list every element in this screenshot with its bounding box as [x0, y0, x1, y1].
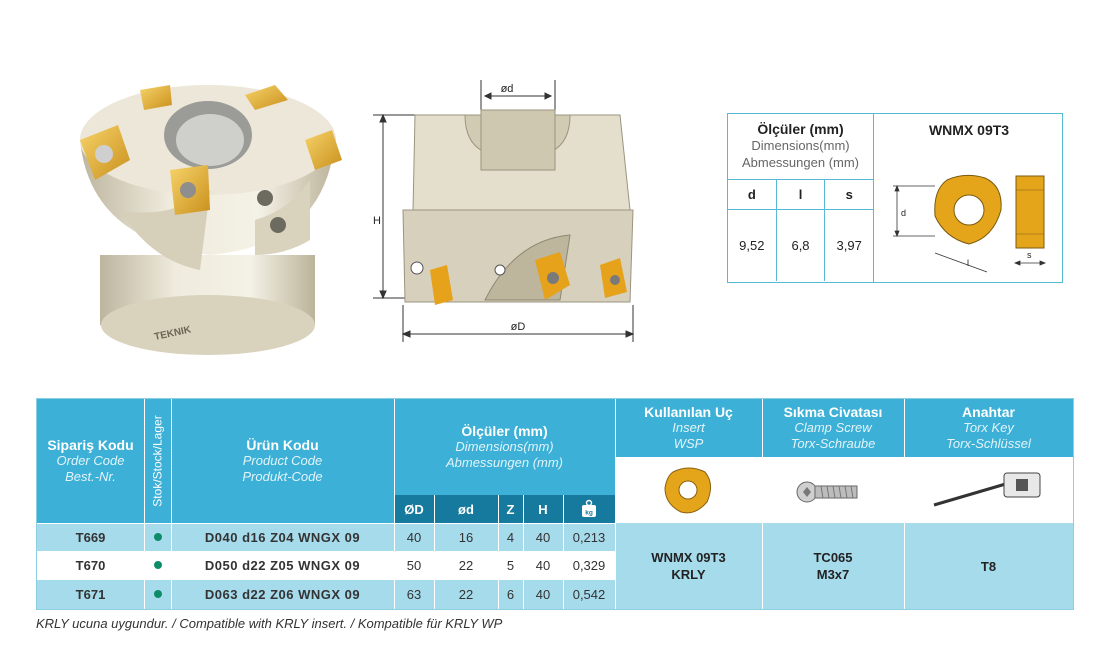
stock-cell: [144, 551, 171, 579]
header-dimensions-de: Abmessungen (mm): [445, 455, 564, 470]
spec-col-s: s: [845, 187, 853, 202]
header-torx-key-tr: Anahtar: [962, 404, 1015, 420]
product-code-cell: D050 d22 Z05 WNGX 09: [171, 551, 394, 579]
height-cell: 40: [523, 551, 563, 579]
weight-cell: 0,213: [563, 523, 615, 551]
stock-indicator: [154, 590, 162, 598]
weight-cell: 0,542: [563, 579, 615, 609]
stock-cell: [144, 523, 171, 551]
header-insert-tr: Kullanılan Uç: [644, 404, 733, 420]
col-height: H: [523, 495, 563, 523]
torx-key-icon: [924, 465, 1054, 515]
teeth-cell: 4: [498, 523, 523, 551]
screw-value-line1: TC065: [813, 550, 853, 565]
bore-diameter-cell: 16: [434, 523, 498, 551]
brand-label: TEKNIK: [153, 324, 193, 343]
insert-title: WNMX 09T3: [928, 122, 1010, 138]
milling-cutter-photo: [60, 70, 350, 370]
weight-cell: 0,329: [563, 551, 615, 579]
insert-label-d: d: [901, 208, 907, 218]
order-code-cell: T669: [37, 523, 144, 551]
divider: [144, 399, 145, 609]
header-product-code-de: Produkt-Code: [242, 469, 323, 484]
col-teeth: Z: [498, 495, 523, 523]
divider: [37, 523, 615, 524]
spec-value-l: 6,8: [777, 210, 826, 281]
insert-label-l: l: [967, 258, 969, 268]
spec-header: [728, 114, 873, 180]
divider: [434, 495, 435, 609]
divider: [37, 579, 615, 580]
weight-icon: [579, 499, 599, 519]
spec-value-s: 3,97: [836, 238, 862, 253]
product-code-cell: D063 d22 Z06 WNGX 09: [171, 579, 394, 609]
header-insert: [615, 399, 762, 457]
insert-spec-box: [727, 113, 1063, 283]
label-large-diameter: øD: [510, 321, 526, 333]
insert-value-line2: KRLY: [671, 567, 706, 582]
product-code-cell: D040 d16 Z04 WNGX 09: [171, 523, 394, 551]
insert-value-cell: [615, 523, 762, 609]
insert-image: [615, 457, 762, 523]
height-cell: 40: [523, 523, 563, 551]
outer-diameter-cell: 40: [394, 523, 434, 551]
insert-diagram: [875, 138, 1063, 278]
header-clamp-screw: [762, 399, 904, 457]
technical-drawing: [365, 80, 650, 350]
insert-value-line1: WNMX 09T3: [651, 550, 726, 565]
divider: [498, 495, 499, 609]
col-outer-diameter: ØD: [394, 495, 434, 523]
divider: [563, 495, 564, 609]
divider: [394, 399, 395, 609]
header-insert-en: Insert: [672, 420, 705, 435]
outer-diameter-cell: 63: [394, 579, 434, 609]
header-dimensions-en: Dimensions(mm): [455, 439, 554, 454]
spec-title-de: Abmessungen (mm): [741, 155, 860, 170]
header-product-code: [171, 399, 394, 523]
footnote: KRLY ucuna uygundur. / Compatible with KRLY insert. / Kompatible für KRLY WP: [36, 616, 503, 631]
spec-col-l: l: [777, 180, 826, 209]
spec-dimensions: [728, 114, 874, 282]
insert-label-s: s: [1027, 250, 1032, 260]
header-product-code-en: Product Code: [242, 453, 323, 468]
height-cell: 40: [523, 579, 563, 609]
spec-col-d: d: [728, 180, 777, 209]
teeth-cell: 6: [498, 579, 523, 609]
header-torx-key-en: Torx Key: [963, 420, 1014, 435]
divider: [762, 399, 763, 609]
header-stock-label: Stok/Stock/Lager: [150, 415, 165, 507]
torx-key-image: [904, 457, 1073, 523]
header-dimensions: [394, 399, 615, 495]
header-order-code-tr: Sipariş Kodu: [47, 437, 134, 453]
outer-diameter-cell: 50: [394, 551, 434, 579]
order-code-cell: T671: [37, 579, 144, 609]
key-value: T8: [980, 558, 997, 574]
insert-icon: [659, 462, 719, 518]
col-weight: [563, 495, 615, 523]
header-clamp-screw-en: Clamp Screw: [794, 420, 872, 435]
spec-values: [728, 210, 873, 281]
divider: [171, 399, 172, 609]
stock-indicator: [154, 561, 162, 569]
header-torx-key-de: Torx-Schlüssel: [946, 436, 1031, 451]
divider: [37, 551, 615, 552]
header-clamp-screw-de: Torx-Schraube: [790, 436, 876, 451]
stock-cell: [144, 579, 171, 609]
weight-unit: kg: [585, 509, 593, 517]
screw-value-cell: [762, 523, 904, 609]
header-insert-de: WSP: [673, 436, 704, 451]
header-dimensions-tr: Ölçüler (mm): [461, 423, 548, 439]
insert-diagram-panel: [875, 114, 1063, 282]
product-table: [36, 398, 1074, 610]
header-clamp-screw-tr: Sıkma Civatası: [783, 404, 883, 420]
header-order-code-en: Order Code: [56, 453, 125, 468]
label-height: H: [373, 215, 381, 227]
label-small-diameter: ød: [500, 83, 514, 95]
divider: [523, 495, 524, 609]
order-code-cell: T670: [37, 551, 144, 579]
spec-title-en: Dimensions(mm): [751, 138, 850, 153]
stock-indicator: [154, 533, 162, 541]
bore-diameter-cell: 22: [434, 551, 498, 579]
header-order-code: [37, 399, 144, 523]
screw-value-line2: M3x7: [816, 567, 850, 582]
bore-diameter-cell: 22: [434, 579, 498, 609]
teeth-cell: 5: [498, 551, 523, 579]
divider: [615, 399, 616, 609]
divider: [904, 399, 905, 609]
spec-columns: [728, 180, 873, 210]
key-value-cell: [904, 523, 1073, 609]
col-bore-diameter: ød: [434, 495, 498, 523]
header-order-code-de: Best.-Nr.: [65, 469, 116, 484]
screw-icon: [793, 470, 873, 510]
header-product-code-tr: Ürün Kodu: [246, 437, 319, 453]
header-stock: [144, 399, 171, 523]
spec-title-tr: Ölçüler (mm): [757, 121, 844, 137]
header-torx-key: [904, 399, 1073, 457]
screw-image: [762, 457, 904, 523]
spec-value-d: 9,52: [728, 210, 777, 281]
